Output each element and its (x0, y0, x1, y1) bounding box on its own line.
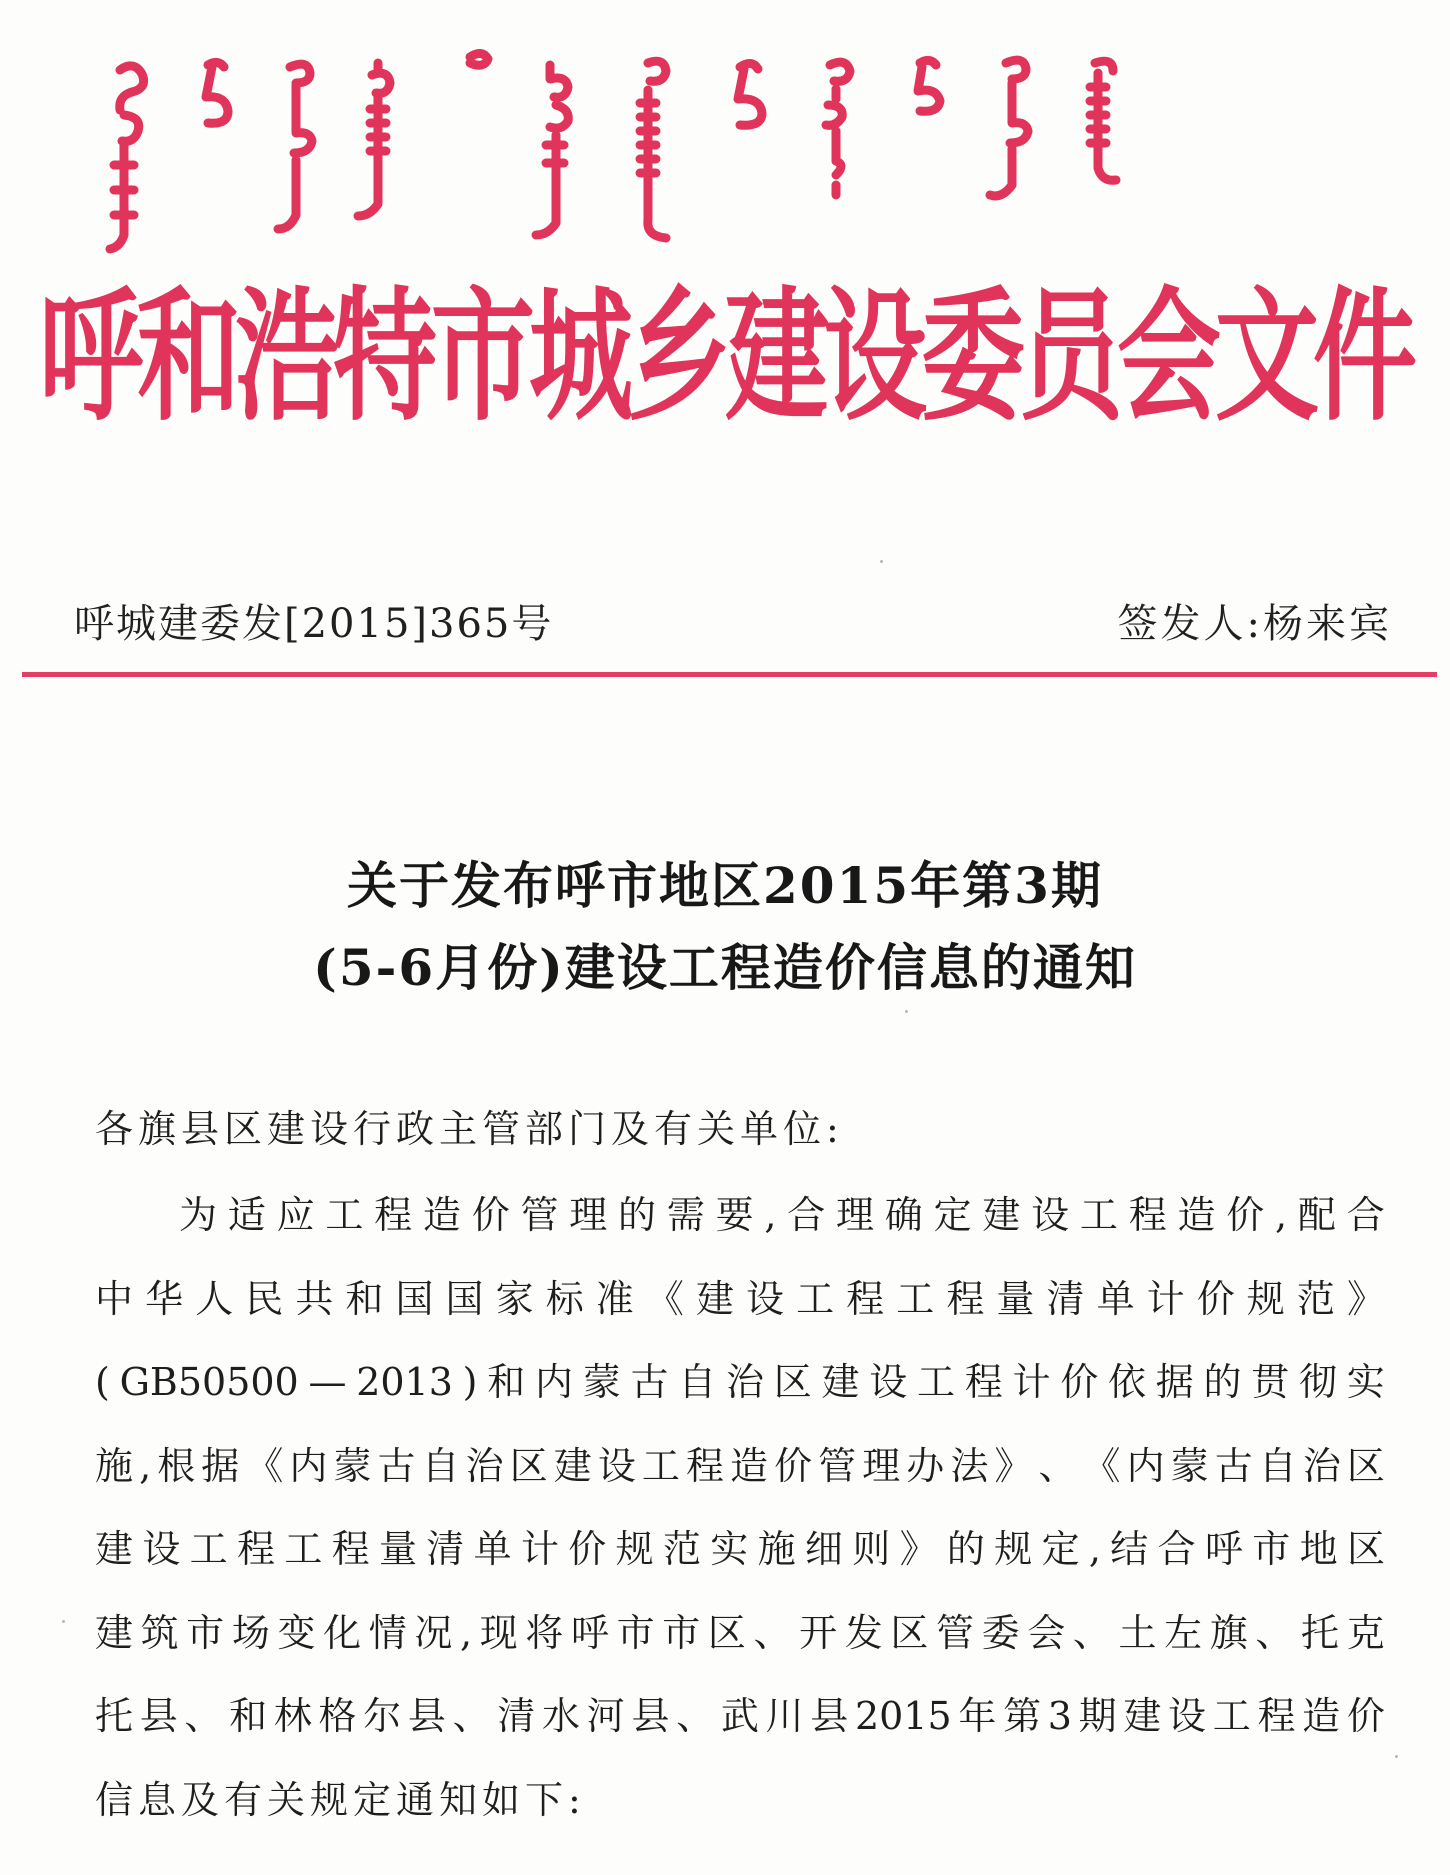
notice-title-line-1: 关于发布呼市地区2015年第3期 (347, 856, 1103, 915)
notice-title (0, 845, 1450, 1009)
mongolian-masthead (100, 45, 1340, 260)
body-line: 建 设 工 程 工 程 量 清 单 计 价 规 范 实 施 细 则 》 的 规 定 , 结 合 呼 市 地 区 (95, 1527, 1385, 1571)
mongolian-script-logo (100, 45, 1340, 260)
notice-title-line-2: (5-6月份)建设工程造价信息的通知 (313, 938, 1137, 997)
body-line: 中 华 人 民 共 和 国 国 家 标 准 《 建 设 工 程 工 程 量 清 单 计 价 规 范 》 (95, 1276, 1385, 1321)
scan-speck (1395, 1755, 1398, 1758)
masthead-title: 呼和浩特市城乡建设委员会文件 (38, 272, 1411, 441)
scan-speck (880, 560, 883, 563)
body-line: 信息及有关规定通知如下: (95, 1777, 586, 1822)
body-line: 托 县 、 和 林 格 尔 县 、 清 水 河 县 、 武 川 县 2015 年 第 3 期 建 设 工 程 造 价 (95, 1694, 1385, 1738)
issuer-signature: 签发人:杨来宾 (1117, 601, 1392, 647)
body-line: 施 , 根 据 《 内 蒙 古 自 治 区 建 设 工 程 造 价 管 理 办 法 》 、 《 内 蒙 古 自 治 区 (95, 1443, 1385, 1488)
header-divider (22, 672, 1437, 677)
scan-speck (62, 1620, 65, 1623)
scan-speck (905, 1010, 908, 1013)
document-number: 呼城建委发[2015]365号 (74, 601, 554, 647)
body-line: 建 筑 市 场 变 化 情 况 , 现 将 呼 市 市 区 、 开 发 区 管 委 会 、 土 左 旗 、 托 克 (95, 1610, 1385, 1655)
body-line: 为 适 应 工 程 造 价 管 理 的 需 要 , 合 理 确 定 建 设 工 程 造 价 , 配 合 (179, 1193, 1385, 1237)
body-line: ( GB50500 — 2013 ) 和 内 蒙 古 自 治 区 建 设 工 程 计 价 依 据 的 贯 彻 实 (95, 1360, 1385, 1404)
salutation: 各旗县区建设行政主管部门及有关单位: (95, 1107, 844, 1151)
body-paragraph (95, 1174, 1385, 1842)
